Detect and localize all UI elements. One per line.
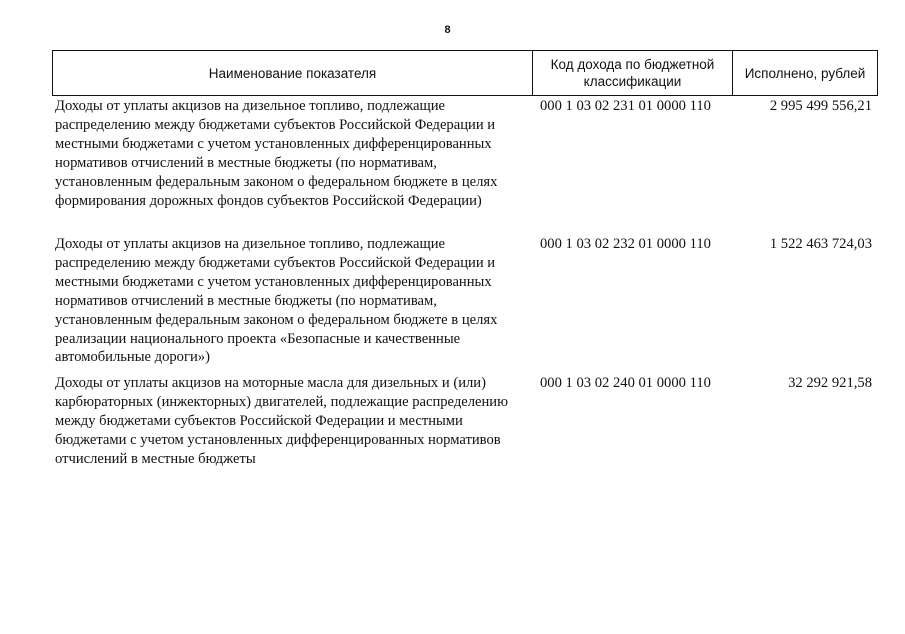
income-code: 000 1 03 02 240 01 0000 110 bbox=[540, 375, 711, 391]
executed-amount: 32 292 921,58 bbox=[788, 375, 872, 391]
table-row bbox=[52, 235, 878, 367]
income-code: 000 1 03 02 232 01 0000 110 bbox=[540, 236, 711, 252]
indicator-name: Доходы от уплаты акцизов на дизельное топливо, подлежащие распределению между бюджетами субъектов Российской Федерации и местными бюджетами с учетом установленных дифференцированных нормативов отчислений в местные бюджеты (по нормативам, установленным федеральным законом о федеральном бюджете в целях реализации национального проекта «Безопасные и качественные автомобильные дороги») bbox=[55, 236, 498, 366]
indicator-name: Доходы от уплаты акцизов на дизельное топливо, подлежащие распределению между бюджетами субъектов Российской Федерации и местными бюджетами с учетом установленных дифференцированных нормативов отчислений в местные бюджеты (по нормативам, установленным федеральным законом о федеральном бюджете в целях формирования дорожных фондов субъектов Российской Федерации) bbox=[55, 98, 498, 209]
column-header-executed: Исполнено, рублей bbox=[744, 65, 866, 81]
page-number: 8 bbox=[444, 24, 451, 36]
table-row bbox=[52, 374, 878, 469]
column-header-code: Код дохода по бюджетной классификации bbox=[533, 51, 733, 95]
executed-amount: 2 995 499 556,21 bbox=[769, 98, 872, 114]
column-header-name: Наименование показателя bbox=[53, 51, 533, 95]
indicator-name: Доходы от уплаты акцизов на моторные масла для дизельных и (или) карбюраторных (инжекторных) двигателей, подлежащие распределению между бюджетами субъектов Российской Федерации и местными бюджетами с учетом установленных дифференцированных нормативов отчислений в местные бюджеты bbox=[55, 375, 509, 467]
income-code: 000 1 03 02 231 01 0000 110 bbox=[540, 98, 711, 114]
table-header bbox=[52, 50, 878, 96]
executed-amount: 1 522 463 724,03 bbox=[769, 236, 872, 252]
table-row bbox=[52, 97, 878, 210]
